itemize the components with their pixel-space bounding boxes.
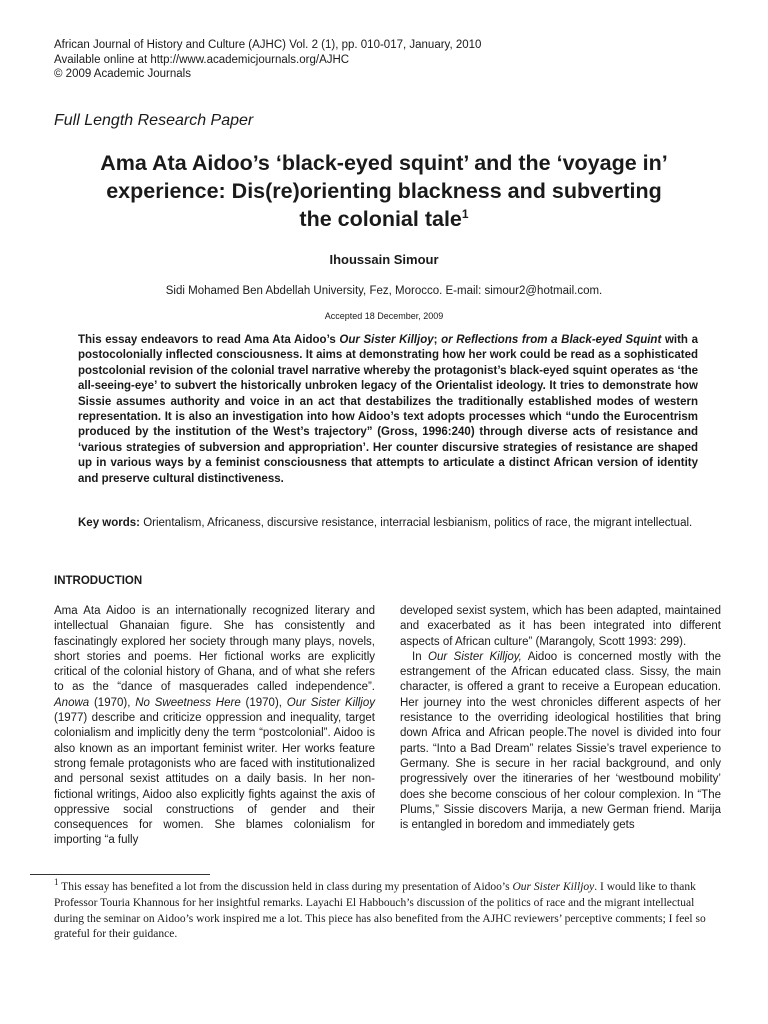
footnote-text-2: . I would like to thank Professor Touria Khannous for her insightful remarks. Layachi El Habbouch’s discussion of the politics of race and the migrant intellectual during the seminar on Aidoo’s work inspired me a lot. This piece has also benefited from the AJHC reviewers’ perceptive comments; I feel so grateful for their guidance. <box>54 881 706 941</box>
intro-p2-text: Aidoo is concerned mostly with the estrangement of the African educated class. Sissy, the main character, is offered a grant to receive a European education. Her journey into the west chronicles different aspects of her resistance to the overriding ideological hostilities that bring down Africa and African people.The novel is divided into four parts. “Into a Bad Dream” relates Sissie’s travel experience to Germany. She is secure in her racial background, and only progressively over the itineraries of her ‘westbound mobility’ does she become conscious of her colour complexion. In “The Plums,” Sissie discovers Marija, a new German friend. Marija is entangled in boredom and immediately gets <box>400 650 722 832</box>
title-footnote-mark: 1 <box>461 206 469 221</box>
footnote-book-title: Our Sister Killjoy <box>512 881 595 893</box>
abstract-book-subtitle: or Reflections from a Black-eyed Squint <box>441 334 662 346</box>
footnote <box>54 877 714 943</box>
title-line-3: the colonial tale <box>299 207 462 231</box>
keywords-label: Key words: <box>78 517 140 529</box>
intro-paragraph-1 <box>54 604 375 849</box>
intro-text-2: (1970), <box>89 696 136 709</box>
journal-header <box>54 38 481 82</box>
abstract-book-title: Our Sister Killjoy <box>339 334 434 346</box>
intro-paragraph-1-cont: developed sexist system, which has been adapted, maintained and exacerbated as it has been integrated into different aspects of African culture” (Marangoly, Scott 1993: 299). <box>400 605 721 648</box>
intro-p2-osk-title: Our Sister Killjoy, <box>428 650 522 663</box>
abstract-text-2: ; <box>433 334 442 346</box>
intro-p2-pre: In <box>412 650 429 663</box>
author-name: Ihoussain Simour <box>329 252 439 267</box>
intro-text-3: (1970), <box>240 696 287 709</box>
paper-type-label: Full Length Research Paper <box>54 112 254 129</box>
title-line-1: Ama Ata Aidoo’s ‘black-eyed squint’ and the ‘voyage in’ <box>100 151 668 175</box>
intro-text-1: Ama Ata Aidoo is an internationally recognized literary and intellectual Ghanaian figure. She has consistently and fascinatingly explored her society through many plays, novels, short stories and poems. Her fictional works are explicitly critical of the colonial history of Ghana, and of what she refers to as the “dance of masquerades called independence”. <box>54 605 375 694</box>
paper-title <box>40 149 728 233</box>
intro-text-4: (1977) describe and criticize oppression and inequality, target colonialism and implicitly deny the term “postcolonial”. Aidoo is also known as an important feminist writer. Her works feature strong female protagonists who are faced with institutionalized and personal sexist attitudes on a daily basis. In her non-fictional writings, Aidoo also explicitly fights against the axis of oppressive social constructions of gender and their consequences for women. She blames colonialism for importing “a fully <box>54 712 375 847</box>
accepted-date: Accepted 18 December, 2009 <box>324 311 444 321</box>
footnote-divider <box>30 874 210 875</box>
intro-nsh-title: No Sweetness Here <box>135 696 241 709</box>
journal-url: Available online at http://www.academicjournals.org/AJHC <box>54 53 350 66</box>
body-column-left <box>54 604 375 849</box>
journal-citation: African Journal of History and Culture (AJHC) Vol. 2 (1), pp. 010-017, January, 2010 <box>54 39 482 51</box>
abstract-text-3: with a postocolonially inflected consciousness. It aims at demonstrating how her work could be read as a sophisticated postcolonial revision of the colonial travel narrative whereby the protagonist’s black-eyed squint operates as ‘the all-seeing-eye’ to subvert the historically unbroken legacy of the Orientalist ideology. It tries to demonstrate how Sissie assumes authority and voice in an act that destabilizes the traditionally established modes of western representation. It is also an investigation into how Aidoo’s text adopts processes which “undo the Eurocentrism produced by the institution of the West’s trajectory” (Gross, 1996:240) through diverse acts of resistance and ‘various strategies of subversion and appropriation’. Her counter discursive strategies of resistance are shaped up in various ways by a feminist consciousness that attempts to articulate a distinct African version of identity and preserve cultural distinctiveness. <box>78 334 698 485</box>
intro-paragraph-2 <box>400 650 721 834</box>
footnote-mark: 1 <box>54 877 59 888</box>
author-affiliation: Sidi Mohamed Ben Abdellah University, Fez, Morocco. E-mail: simour2@hotmail.com. <box>165 285 603 297</box>
introduction-heading: INTRODUCTION <box>54 575 143 587</box>
keywords <box>78 516 698 531</box>
intro-anowa-title: Anowa <box>54 696 90 709</box>
intro-osk-title: Our Sister Killjoy <box>286 696 376 709</box>
body-column-right <box>400 604 721 833</box>
abstract-text-1: This essay endeavors to read Ama Ata Aidoo’s <box>78 334 340 346</box>
footnote-text-1: This essay has benefited a lot from the discussion held in class during my presentation of Aidoo’s <box>58 881 513 893</box>
keywords-text: Orientalism, Africaness, discursive resistance, interracial lesbianism, politics of race, the migrant intellectual. <box>140 517 693 529</box>
abstract <box>78 333 698 487</box>
copyright-line: © 2009 Academic Journals <box>54 68 191 80</box>
title-line-2: experience: Dis(re)orienting blackness and subverting <box>106 179 662 203</box>
